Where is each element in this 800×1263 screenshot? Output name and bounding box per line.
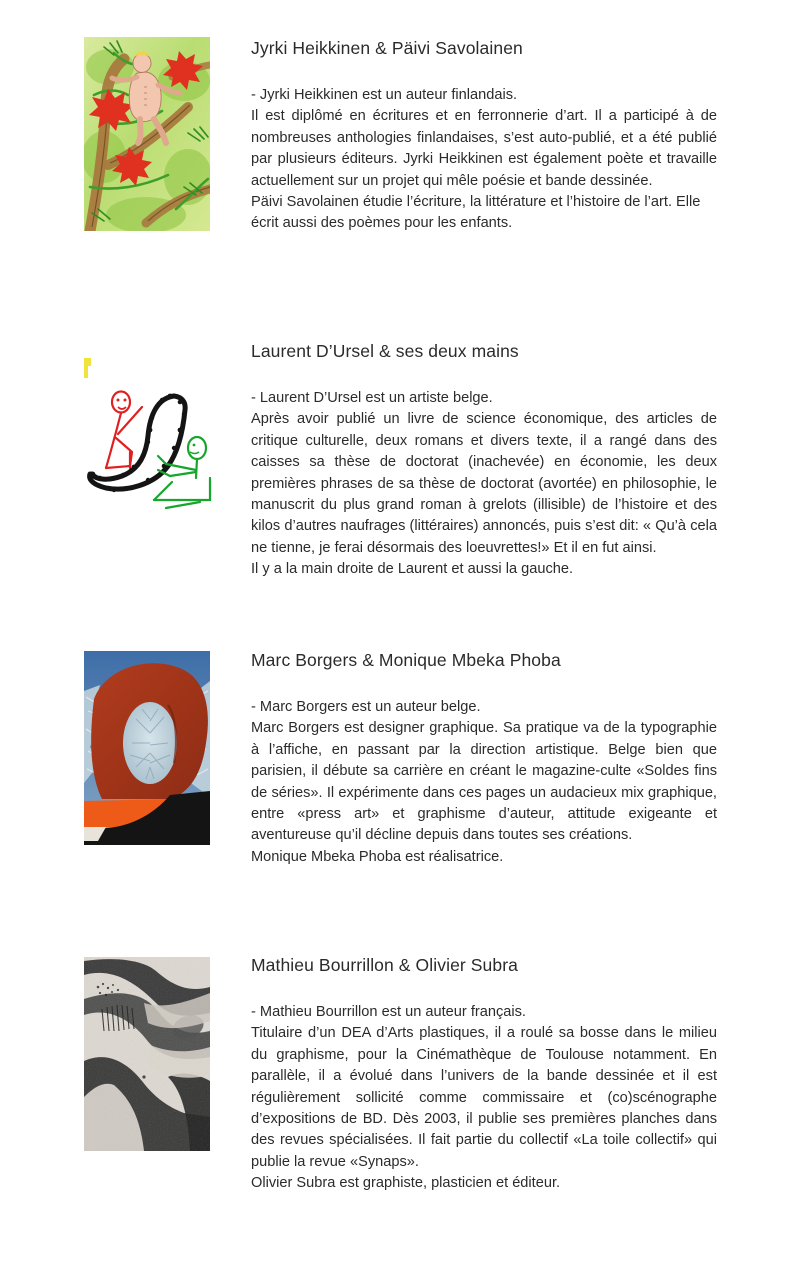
entry-tail-text-2: Il y a la main droite de Laurent et aussi la gauche. [251,561,574,578]
entry-body-text-3: Marc Borgers est designer graphique. Sa pratique va de la typographie à l’affiche, en passant par la direction artistique. Belge bien que parisien, il débute sa carrière en créant le magazine-culte «Soldes fins de séries». Il expérimente dans ces pages un audacieux mix graphique, entre «press art» et graphisme d’auteur, attitude exigeante et aventureuse qu’il décline depuis dans toutes ses créations. [251,720,717,844]
entry-body-text-1: Il est diplômé en écritures et en ferronnerie d’art. Il a participé à de nombreuses anthologies finlandaises, s’est auto-publié, et a été publié par plusieurs éditeurs. Jyrki Heikkinen est également poète et travaille actuellement sur un projet qui mêle poésie et bande dessinée. [251,108,717,189]
watercolour-child-in-tree-art [84,37,210,231]
entry-lead-4: - Mathieu Bourrillon est un auteur français. [251,1004,526,1020]
entry-title-3: Marc Borgers & Monique Mbeka Phoba [251,650,561,670]
entry-body-3 [251,650,717,868]
entry-title-2: Laurent D’Ursel & ses deux mains [251,341,519,361]
line-drawing-two-hands-art [80,352,213,512]
entry-title-4: Mathieu Bourrillon & Olivier Subra [251,955,518,975]
entry-body-text-4: Titulaire d’un DEA d’Arts plastiques, il a roulé sa bosse dans le milieu du graphisme, pour la Cinémathèque de Toulouse notamment. En parallèle, il a évolué dans l’univers de la bande dessinée et il est régulièrement sollicité comme commissaire et (co)scénographe d’expositions de BD. Dès 2003, il publie ses premières planches dans des revues spécialisées. Il fait partie du collectif «La toile collectif» qui publie la revue «Synaps». [251,1025,717,1170]
dune-photograph-image [84,957,210,1151]
entry-lead-1: - Jyrki Heikkinen est un auteur finlandais. [251,87,518,103]
entry-body-text-2: Après avoir publié un livre de science économique, des articles de critique culturelle, deux romans et divers texte, il a rangé dans des caisses sa thèse de doctorat (inachevée) en économie, les deux premières phrases de sa thèse de doctorat (avortée) en philosophie, le manuscrit du plus grand roman à grelots (illisible) de l’histoire et des kilos d’autres naufrages (littéraires) annoncés, puis s’est dit: « Qu’à cela ne tienne, je ferai désormais des loeuvrettes!» Et il en fut ainsi. [251,411,717,556]
entry-title-1: Jyrki Heikkinen & Päivi Savolainen [251,38,523,58]
red-o-collage-art [84,651,210,845]
line-drawing-two-hands-image [80,352,213,512]
dune-photograph-art [84,957,210,1151]
entry-body-1 [251,38,717,235]
entry-tail-text-4: Olivier Subra est graphiste, plasticien et éditeur. [251,1175,561,1192]
watercolour-child-in-tree-image [84,37,210,231]
entry-lead-2: - Laurent D’Ursel est un artiste belge. [251,390,493,406]
red-o-collage-image [84,651,210,845]
entry-tail-text-3: Monique Mbeka Phoba est réalisatrice. [251,848,504,865]
entry-lead-3: - Marc Borgers est un auteur belge. [251,699,481,715]
entry-body-4 [251,955,717,1195]
entry-body-2 [251,341,717,581]
entry-tail-text-1: Päivi Savolainen étudie l’écriture, la littérature et l’histoire de l’art. Elle écrit aussi des poèmes pour les enfants. [251,194,701,232]
